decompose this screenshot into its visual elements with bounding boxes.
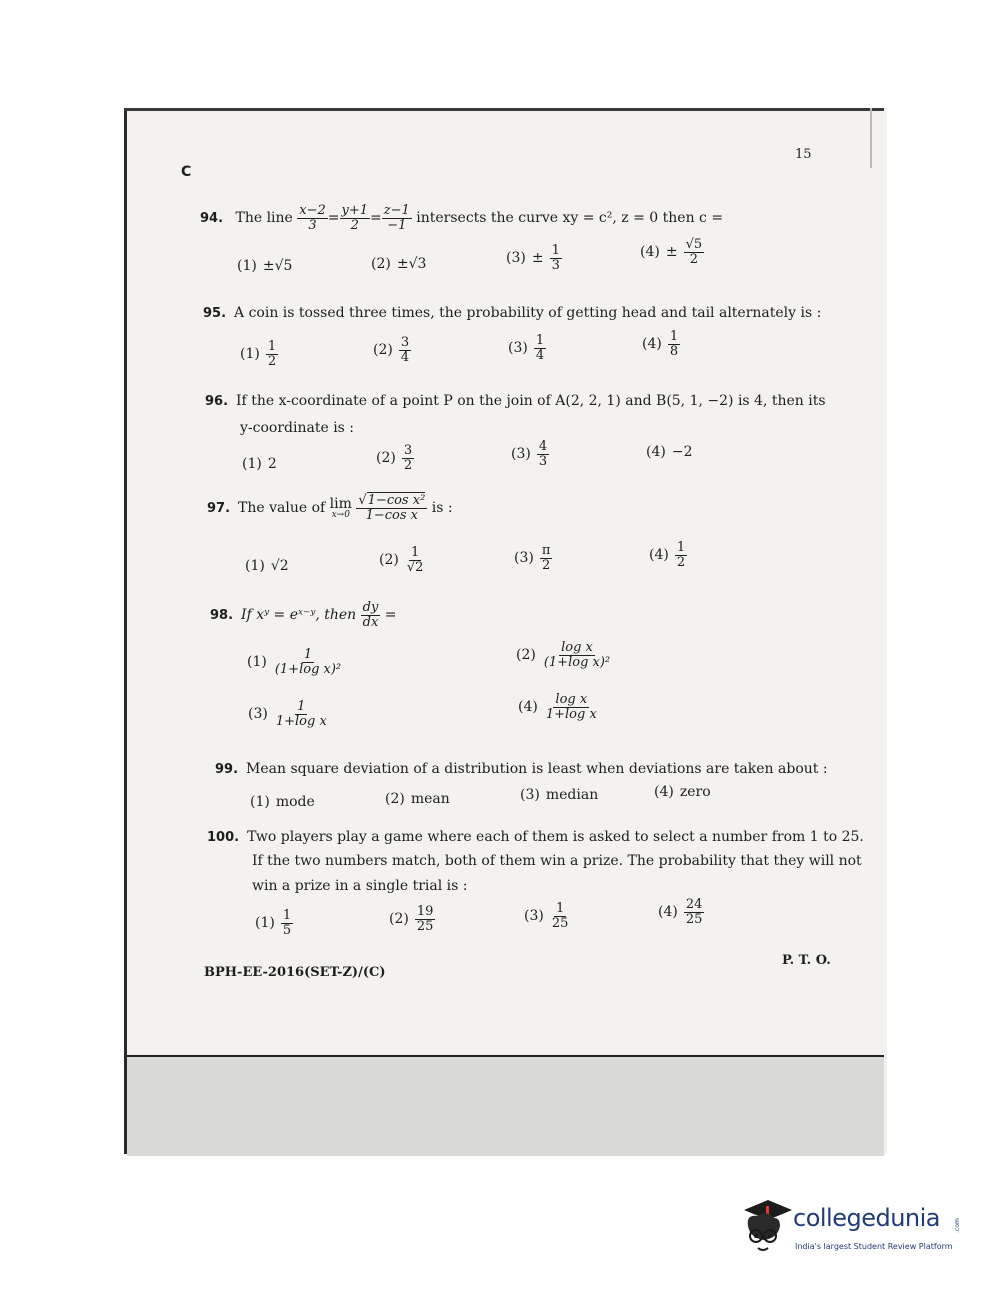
equals-sign: =	[384, 607, 397, 624]
option-4[interactable]: (4) $\frac{1}{2}$	[649, 540, 686, 570]
question-text: is :	[431, 500, 453, 517]
question-96-line-2: y-coordinate is :	[240, 420, 355, 436]
question-number: 97.	[207, 501, 231, 517]
option-1[interactable]: (1) 2	[242, 456, 277, 472]
logo-tagline: India's largest Student Review Platform	[795, 1242, 953, 1251]
question-99	[215, 761, 828, 777]
option-2[interactable]: (2) $\frac{\text{log x}}{\text{(1+log x)²}}$	[516, 640, 611, 670]
fraction: $\frac{\text{√1−cos x²}}{\text{1−cos x}}$	[358, 493, 426, 523]
question-text: intersects the curve xy = c², z = 0 then c =	[416, 210, 724, 227]
limit-operator: lim x→0	[329, 495, 352, 520]
option-3[interactable]: (3) $\frac{1}{4}$	[508, 333, 545, 363]
option-1[interactable]: (1) √2	[245, 558, 289, 574]
option-3[interactable]: (3) ± $\frac{1}{3}$	[506, 243, 560, 273]
inner-page-mark: C	[181, 164, 192, 180]
question-text: Mean square deviation of a distribution is least when deviations are taken about :	[246, 761, 828, 777]
question-text: The line	[235, 210, 293, 227]
question-number: 100.	[207, 830, 240, 845]
option-3[interactable]: (3) $\frac{\pi}{2}$	[514, 543, 551, 573]
student-mascot-icon	[738, 1196, 796, 1256]
question-100-line-2: If the two numbers match, both of them win a prize. The probability that they will not	[252, 853, 862, 869]
question-text: The value of	[238, 500, 326, 517]
option-4[interactable]: (4) $\frac{1}{8}$	[642, 329, 679, 359]
derivative: $\frac{dy}{dx}$	[362, 600, 379, 630]
scan-top-edge	[124, 108, 884, 111]
option-3[interactable]: (3) $\frac{4}{3}$	[511, 439, 548, 469]
option-1[interactable]: (1) ±√5	[237, 258, 293, 274]
option-2[interactable]: (2) $\frac{3}{2}$	[376, 443, 413, 473]
option-4[interactable]: (4) −2	[646, 444, 693, 460]
option-1[interactable]: (1) $\frac{1}{\text{(1+log x)²}}$	[247, 647, 342, 677]
question-text: If the x-coordinate of a point P on the join of A(2, 2, 1) and B(5, 1, −2) is 4, then its	[236, 393, 826, 409]
option-2[interactable]: (2) ±√3	[371, 256, 427, 272]
option-3[interactable]: (3) $\frac{1}{25}$	[524, 901, 569, 931]
question-98	[210, 601, 396, 629]
option-4[interactable]: (4) $\frac{\text{log x}}{\text{1+log x}}$	[518, 692, 597, 722]
question-number: 94.	[200, 211, 224, 227]
question-100-line-3: win a prize in a single trial is :	[252, 878, 468, 894]
question-95	[203, 305, 821, 321]
question-text: If xʸ = eˣ⁻ʸ, then	[241, 607, 357, 624]
option-4[interactable]: (4) $\frac{24}{25}$	[658, 897, 703, 927]
option-1[interactable]: (1) $\frac{1}{2}$	[240, 339, 277, 369]
option-2[interactable]: (2) $\frac{1}{√2}$	[379, 545, 424, 575]
question-number: 99.	[215, 762, 239, 777]
question-text: A coin is tossed three times, the probability of getting head and tail alternately is :	[234, 305, 822, 321]
option-1[interactable]: (1) mode	[250, 794, 315, 810]
question-number: 96.	[205, 394, 229, 409]
logo-wordmark: collegedunia	[793, 1204, 941, 1232]
fraction: $\frac{y+1}{2}$	[341, 203, 369, 233]
option-1[interactable]: (1) $\frac{1}{5}$	[255, 908, 292, 938]
scan-right-edge	[870, 108, 884, 168]
scan-bottom-band	[127, 1055, 884, 1156]
option-2[interactable]: (2) $\frac{3}{4}$	[373, 335, 410, 365]
question-100	[207, 829, 864, 845]
question-number: 98.	[210, 608, 234, 624]
question-94: 94. The line $\frac{x-2}{3}$ = $\frac{y+1}{2}$ = $\frac{z-1}{-1}$ intersects the curve xy = c², z = 0 then c =	[200, 203, 724, 233]
option-4[interactable]: (4) ± $\frac{√5}{2}$	[640, 237, 703, 267]
option-4[interactable]: (4) zero	[654, 784, 711, 800]
option-3[interactable]: (3) median	[520, 787, 599, 803]
page-number: 15	[795, 147, 812, 162]
option-3[interactable]: (3) $\frac{1}{\text{1+log x}}$	[248, 699, 327, 729]
question-number: 95.	[203, 306, 227, 321]
option-2[interactable]: (2) $\frac{19}{25}$	[389, 904, 434, 934]
option-2[interactable]: (2) mean	[385, 791, 450, 807]
logo-domain-suffix: .com	[953, 1218, 961, 1233]
question-96	[205, 393, 826, 409]
fraction: $\frac{z-1}{-1}$	[383, 203, 410, 233]
question-text: Two players play a game where each of them is asked to select a number from 1 to 25.	[247, 829, 864, 845]
paper-code: BPH-EE-2016(SET-Z)/(C)	[204, 965, 386, 980]
fraction: $\frac{x-2}{3}$	[299, 203, 326, 233]
please-turn-over: P. T. O.	[782, 953, 831, 968]
question-97	[207, 494, 453, 522]
